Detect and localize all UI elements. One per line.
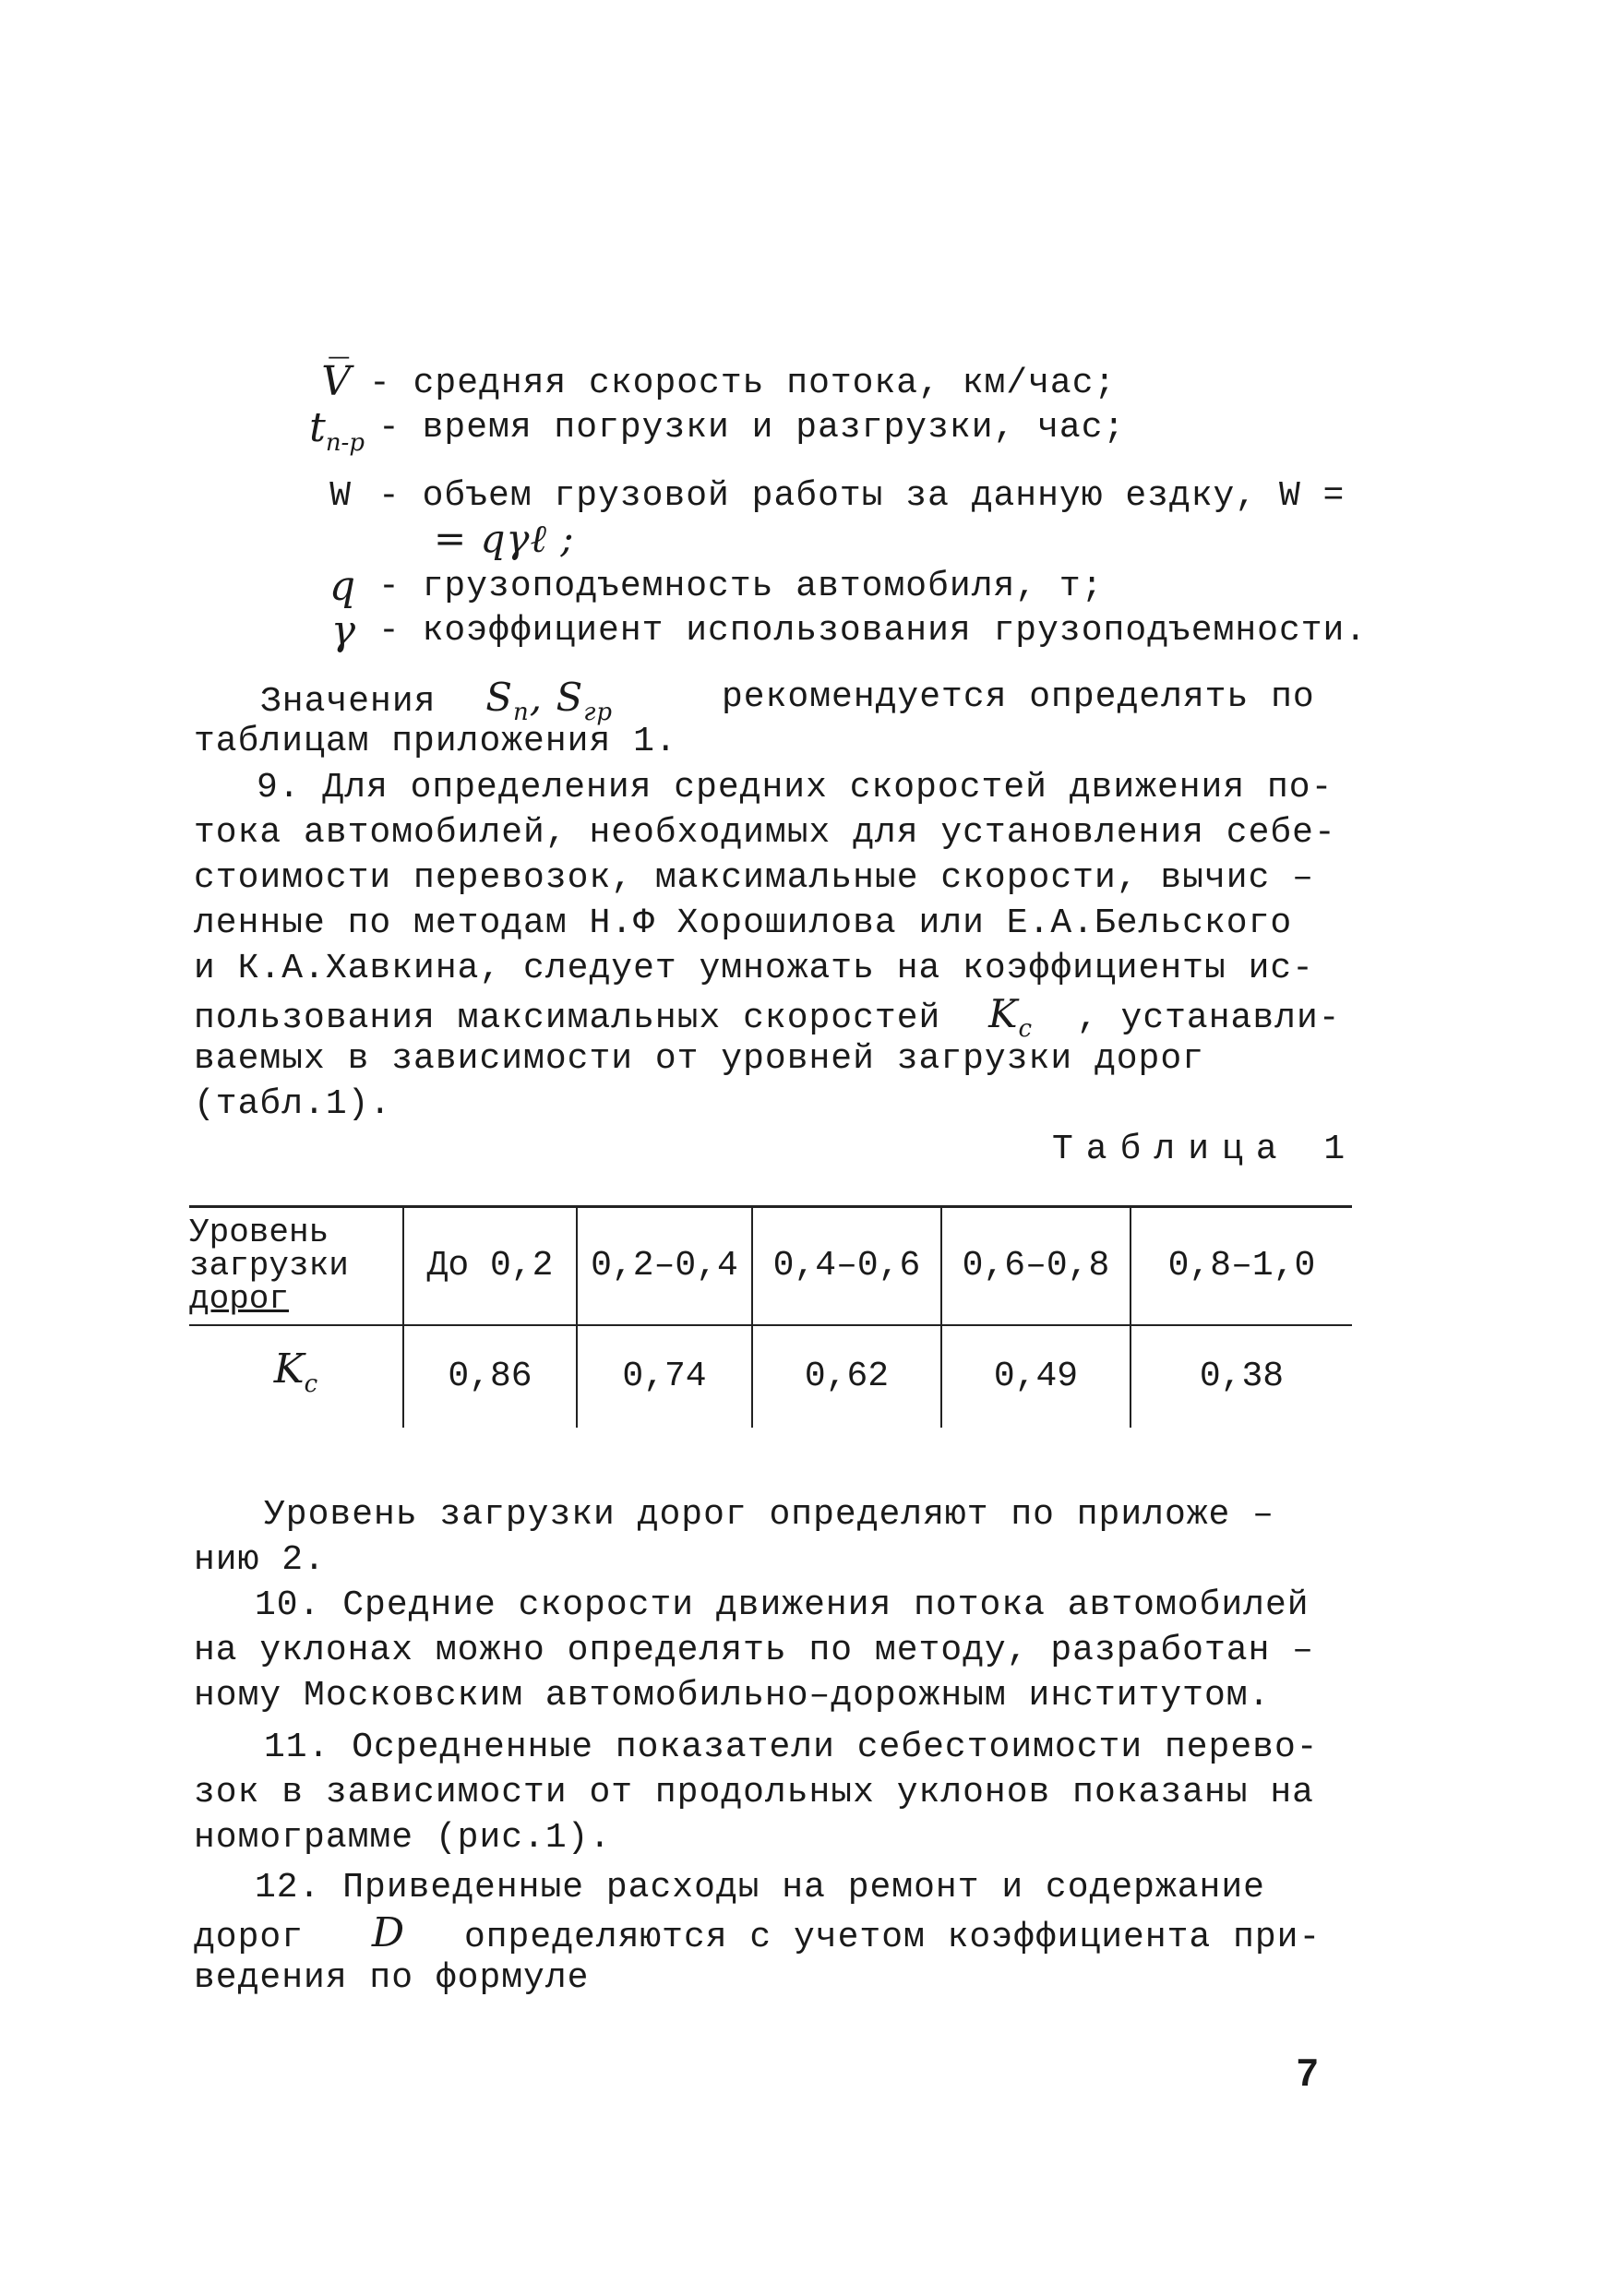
def-formula-w: = qγℓ ;: [434, 516, 575, 561]
after-table-line-2: нию 2.: [194, 1540, 326, 1580]
after-table-line-6: 11. Осредненные показатели себестоимости перево-: [264, 1728, 1319, 1767]
table-cell: 0,62: [752, 1325, 941, 1428]
para9-line-6: пользования максимальных скоростей $K_c$ , устанавли-: [194, 991, 1341, 1043]
para9-line-2: тока автомобилей, необходимых для установления себе-: [194, 813, 1336, 853]
values-line-1-end: рекомендуется определять по: [722, 677, 1315, 717]
def-symbol-v: V̅: [321, 358, 351, 405]
after-table-line-8: номограмме (рис.1).: [194, 1818, 612, 1858]
values-line-1: Значения $S_п$, $S_{гр}$: [260, 675, 614, 726]
table-header-row: [189, 1207, 1352, 1326]
speed-coefficient-table: [189, 1205, 1352, 1428]
table-cell: 0,86: [403, 1325, 577, 1428]
column-header: 0,6–0,8: [941, 1207, 1130, 1326]
after-table-line-1: Уровень загрузки дорог определяют по приложе –: [264, 1495, 1274, 1535]
last-para-line-1: дорог D определяются с учетом коэффициента при-: [194, 1909, 1322, 1957]
row-label-kc: $K_с$: [273, 1345, 318, 1398]
para9-line-4: ленные по методам Н.Ф Хорошилова или Е.А.Бельского: [194, 903, 1293, 943]
def-symbol-gamma: γ: [330, 607, 355, 654]
table-caption: Таблица 1: [1052, 1130, 1358, 1169]
def-text-q: - грузоподъемность автомобиля, т;: [378, 567, 1104, 606]
after-table-line-9: 12. Приведенные расходы на ремонт и содержание: [255, 1868, 1265, 1907]
para9-line-8: (табл.1).: [194, 1084, 392, 1124]
table-cell: 0,38: [1130, 1325, 1352, 1428]
def-text-t: - время погрузки и разгрузки, час;: [378, 408, 1126, 448]
column-header: 0,4–0,6: [752, 1207, 941, 1326]
def-text-v: - средняя скорость потока, км/час;: [369, 364, 1117, 403]
page-number: 7: [1297, 2051, 1319, 2094]
def-symbol-t: $t_{п-р}$: [309, 404, 365, 457]
para9-line-3: стоимости перевозок, максимальные скорости, вычис –: [194, 858, 1314, 898]
after-table-line-4: на уклонах можно определять по методу, разработан –: [194, 1631, 1314, 1670]
para9-line-7: ваемых в зависимости от уровней загрузки дорог: [194, 1039, 1204, 1079]
def-text-gamma: - коэффициент использования грузоподъемности.: [378, 611, 1368, 651]
after-table-line-7: зок в зависимости от продольных уклонов показаны на: [194, 1773, 1314, 1812]
last-para-line-2: ведения по формуле: [194, 1958, 590, 1998]
column-header: 0,2–0,4: [577, 1207, 752, 1326]
after-table-line-5: ному Московским автомобильно–дорожным институтом.: [194, 1676, 1271, 1716]
row-header-cell: Уровень загрузки дорог: [189, 1207, 403, 1326]
para9-line-1: 9. Для определения средних скоростей движения по-: [257, 768, 1334, 807]
table-cell: 0,74: [577, 1325, 752, 1428]
column-header: До 0,2: [403, 1207, 577, 1326]
def-symbol-q: q: [329, 563, 355, 610]
def-symbol-w: W: [329, 476, 351, 516]
table-cell: 0,49: [941, 1325, 1130, 1428]
para9-line-5: и К.А.Хавкина, следует умножать на коэффициенты ис-: [194, 949, 1314, 988]
column-header: 0,8–1,0: [1130, 1207, 1352, 1326]
after-table-line-3: 10. Средние скорости движения потока автомобилей: [255, 1585, 1310, 1625]
def-text-w: - объем грузовой работы за данную ездку, W =: [378, 476, 1346, 516]
values-line-2: таблицам приложения 1.: [194, 722, 677, 761]
table-row-kc: [189, 1325, 1352, 1428]
